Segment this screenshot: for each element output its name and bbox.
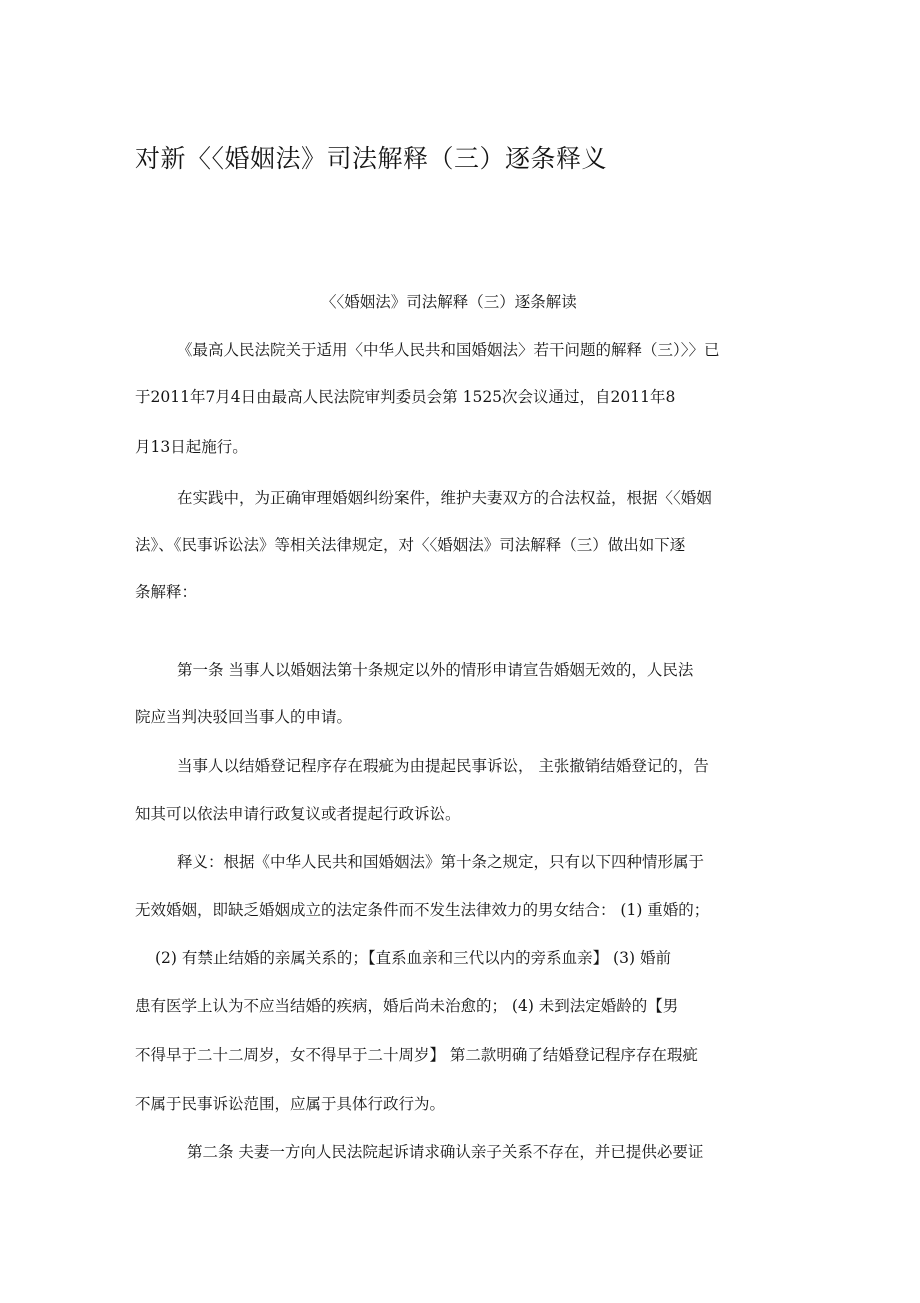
paragraph-line: 无效婚姻，即缺乏婚姻成立的法定条件而不发生法律效力的男女结合： (1) 重婚的； [135, 901, 710, 919]
paragraph-line: 在实践中，为正确审理婚姻纠纷案件，维护夫妻双方的合法权益，根据〈〈婚姻 [177, 489, 712, 507]
article-line: 院应当判决驳回当事人的申请。 [135, 708, 353, 726]
paragraph-line: 释义：根据《中华人民共和国婚姻法》第十条之规定，只有以下四种情形属于 [177, 853, 705, 871]
article-line: 第二条 夫妻一方向人民法院起诉请求确认亲子关系不存在，并已提供必要证 [187, 1143, 704, 1161]
article-line: 第一条 当事人以婚姻法第十条规定以外的情形申请宣告婚姻无效的，人民法 [177, 661, 694, 679]
paragraph-line: 知其可以依法申请行政复议或者提起行政诉讼。 [135, 805, 461, 823]
paragraph-line: (2) 有禁止结婚的亲属关系的；【直系血亲和三代以内的旁系血亲】 (3) 婚前 [155, 949, 671, 967]
document-title: 对新〈〈婚姻法》司法解释（三）逐条释义 [135, 144, 608, 173]
paragraph-line: 月13日起施行。 [135, 438, 248, 456]
document-subtitle: 〈〈婚姻法》司法解释（三）逐条解读 [321, 293, 577, 311]
paragraph-line: 于2011年7月4日由最高人民法院审判委员会第 1525次会议通过，自2011年8 [135, 388, 676, 406]
paragraph-line: 《最高人民法院关于适用〈中华人民共和国婚姻法〉若干问题的解释（三）〉〉已 [177, 341, 720, 359]
paragraph-line: 条解释： [135, 583, 198, 601]
paragraph-line: 不得早于二十二周岁，女不得早于二十周岁】 第二款明确了结婚登记程序存在瑕疵 [135, 1046, 698, 1064]
paragraph-line: 不属于民事诉讼范围，应属于具体行政行为。 [135, 1095, 446, 1113]
paragraph-line: 法》、《民事诉讼法》等相关法律规定，对〈〈婚姻法》司法解释（三）做出如下逐 [135, 536, 686, 554]
paragraph-line: 患有医学上认为不应当结婚的疾病，婚后尚未治愈的； (4) 未到法定婚龄的【男 [135, 997, 679, 1015]
paragraph-line: 当事人以结婚登记程序存在瑕疵为由提起民事诉讼， 主张撤销结婚登记的，告 [177, 757, 709, 775]
